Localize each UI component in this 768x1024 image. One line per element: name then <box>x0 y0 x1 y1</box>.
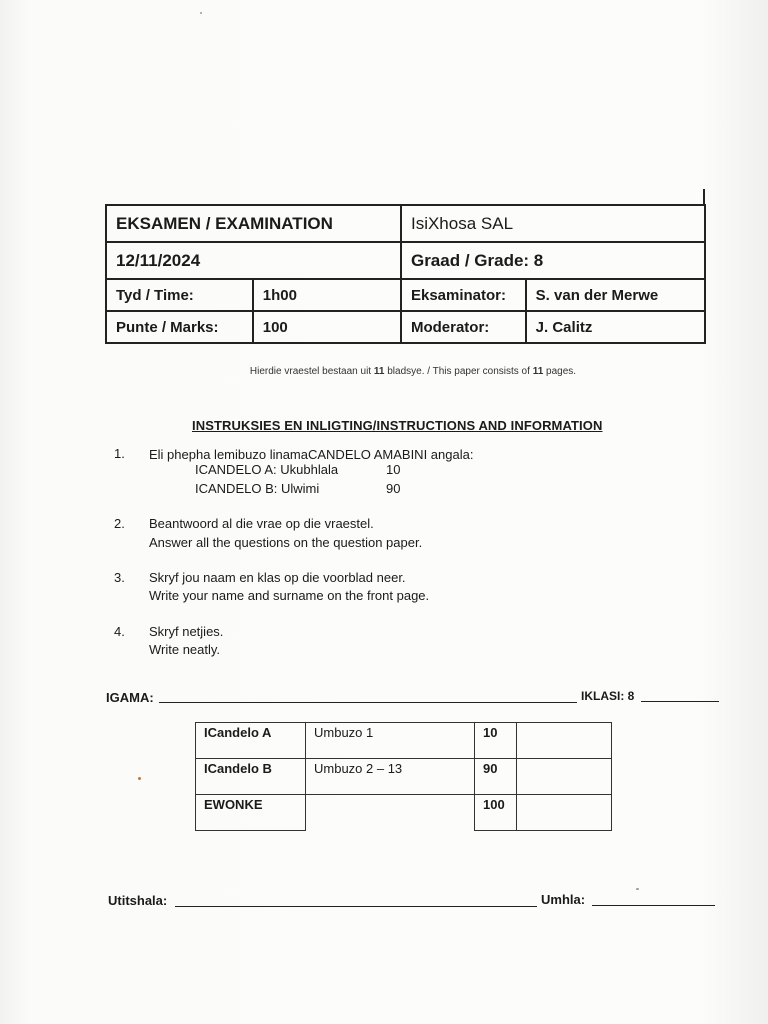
marks-summary-table <box>195 722 612 831</box>
section-a-value: 10 <box>386 462 401 477</box>
questions-cell <box>306 795 475 831</box>
note-pages1: 11 <box>373 366 385 377</box>
instructions-heading: INSTRUKSIES EN INLIGTING/INSTRUCTIONS AND INFORMATION <box>192 418 603 433</box>
note-pages2: 11 <box>532 366 544 377</box>
marks-value: 100 <box>253 311 401 343</box>
total-cell: 90 <box>475 759 517 795</box>
instruction-line-af: Beantwoord al die vrae op die vraestel. <box>149 516 374 531</box>
subject: IsiXhosa SAL <box>401 205 705 242</box>
questions-cell: Umbuzo 2 – 13 <box>306 759 475 795</box>
scan-speck <box>636 888 639 890</box>
score-cell[interactable] <box>517 723 612 759</box>
teacher-label: Utitshala: <box>108 893 168 908</box>
score-cell[interactable] <box>517 795 612 831</box>
section-b-value: 90 <box>386 481 401 496</box>
time-value: 1h00 <box>253 279 401 311</box>
page-count-note <box>0 366 768 377</box>
grade: Graad / Grade: 8 <box>401 242 705 279</box>
moderator-value: J. Calitz <box>526 311 705 343</box>
date-label: Umhla: <box>541 892 586 907</box>
table-row <box>196 723 612 759</box>
table-row <box>196 759 612 795</box>
instruction-line-en: Write your name and surname on the front page. <box>149 588 430 603</box>
marks-label: Punte / Marks: <box>106 311 253 343</box>
exam-header-table <box>105 204 706 344</box>
exam-date: 12/11/2024 <box>106 242 401 279</box>
table-row <box>196 795 612 831</box>
section-cell: ICandelo A <box>196 723 306 759</box>
instruction-line-af: Skryf netjies. <box>149 624 224 639</box>
instruction-line: Eli phepha lemibuzo linamaCANDELO AMABINI angala: <box>149 447 474 462</box>
score-cell[interactable] <box>517 759 612 795</box>
moderator-label: Moderator: <box>401 311 526 343</box>
class-field[interactable] <box>641 701 719 702</box>
time-label: Tyd / Time: <box>106 279 253 311</box>
instruction-line-af: Skryf jou naam en klas op die voorblad neer. <box>149 570 406 585</box>
section-a-label: ICANDELO A: Ukubhlala <box>195 462 339 477</box>
item-number: 2. <box>114 516 125 531</box>
instruction-line-en: Answer all the questions on the question paper. <box>149 535 423 550</box>
item-number: 1. <box>114 446 125 461</box>
section-b-label: ICANDELO B: Ulwimi <box>195 481 320 496</box>
section-cell: EWONKE <box>196 795 306 831</box>
examiner-label: Eksaminator: <box>401 279 526 311</box>
item-number: 3. <box>114 570 125 585</box>
note-part3: pages. <box>543 366 577 377</box>
exam-label: EKSAMEN / EXAMINATION <box>106 205 401 242</box>
item-number: 4. <box>114 624 125 639</box>
questions-cell: Umbuzo 1 <box>306 723 475 759</box>
note-part1: Hierdie vraestel bestaan uit <box>249 366 374 377</box>
name-label: IGAMA: <box>106 690 154 705</box>
section-cell: ICandelo B <box>196 759 306 795</box>
teacher-field[interactable] <box>175 906 537 907</box>
date-field[interactable] <box>592 905 715 906</box>
total-cell: 10 <box>475 723 517 759</box>
scan-speck <box>200 12 202 14</box>
total-cell: 100 <box>475 795 517 831</box>
name-field[interactable] <box>159 702 577 703</box>
table-corner-mark <box>703 189 705 205</box>
class-label: IKLASI: 8 <box>581 689 635 703</box>
instruction-line-en: Write neatly. <box>149 642 221 657</box>
scan-speck <box>138 777 141 780</box>
examiner-value: S. van der Merwe <box>526 279 705 311</box>
note-part2: bladsye. / This paper consists of <box>384 366 533 377</box>
